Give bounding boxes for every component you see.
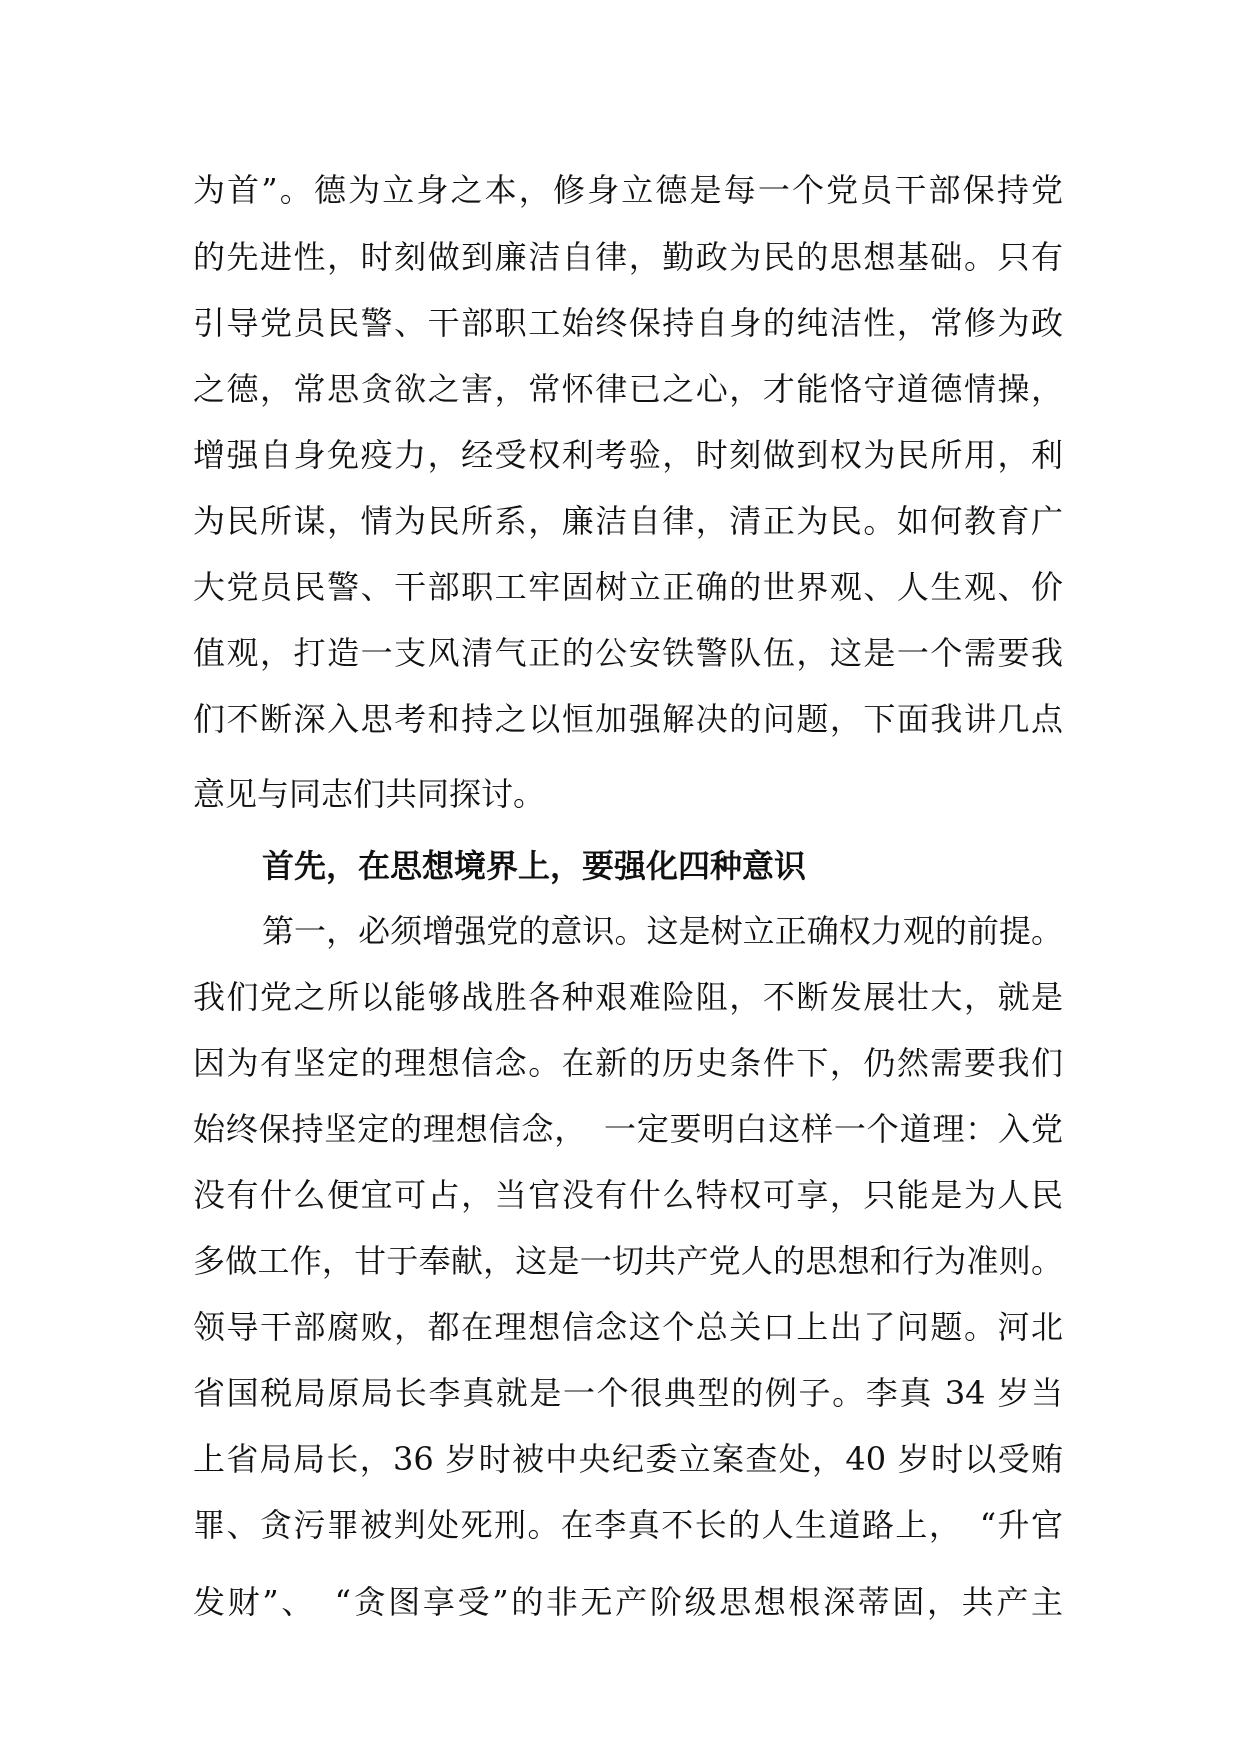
- paragraph-line: 省国税局原局长李真就是一个很典型的例子。李真 34 岁当: [193, 1374, 1063, 1412]
- paragraph-line: 罪、贪污罪被判处死刑。在李真不长的人生道路上， “升官: [193, 1506, 1063, 1544]
- paragraph-line: 没有什么便宜可占，当官没有什么特权可享，只能是为人民: [193, 1176, 1063, 1214]
- section-heading: 首先，在思想境界上，要强化四种意识: [262, 847, 807, 885]
- paragraph-line: 们不断深入思考和持之以恒加强解决的问题，下面我讲几点: [193, 700, 1063, 738]
- paragraph-line: 始终保持坚定的理想信念， 一定要明白这样一个道理：入党: [193, 1110, 1063, 1148]
- paragraph-line: 多做工作，甘于奉献，这是一切共产党人的思想和行为准则。: [193, 1242, 1063, 1280]
- paragraph-line: 我们党之所以能够战胜各种艰难险阻，不断发展壮大，就是: [193, 978, 1063, 1016]
- paragraph-line: 发财”、 “贪图享受”的非无产阶级思想根深蒂固，共产主: [193, 1583, 1063, 1621]
- paragraph-line: 引导党员民警、干部职工始终保持自身的纯洁性，常修为政: [193, 304, 1063, 342]
- paragraph-line: 增强自身免疫力，经受权利考验，时刻做到权为民所用，利: [193, 436, 1063, 474]
- paragraph-line: 领导干部腐败，都在理想信念这个总关口上出了问题。河北: [193, 1308, 1063, 1346]
- paragraph-line: 之德，常思贪欲之害，常怀律已之心，才能恪守道德情操，: [193, 370, 1063, 408]
- paragraph-line: 因为有坚定的理想信念。在新的历史条件下，仍然需要我们: [193, 1044, 1063, 1082]
- paragraph-line: 值观，打造一支风清气正的公安铁警队伍，这是一个需要我: [193, 634, 1063, 672]
- paragraph-line: 为民所谋，情为民所系，廉洁自律，清正为民。如何教育广: [193, 502, 1063, 540]
- paragraph-line: 上省局局长，36 岁时被中央纪委立案查处，40 岁时以受贿: [193, 1440, 1063, 1478]
- paragraph-line: 意见与同志们共同探讨。: [193, 775, 546, 813]
- paragraph-line: 的先进性，时刻做到廉洁自律，勤政为民的思想基础。只有: [193, 238, 1063, 276]
- paragraph-line: 为首”。德为立身之本，修身立德是每一个党员干部保持党: [193, 171, 1063, 209]
- paragraph-line: 第一，必须增强党的意识。这是树立正确权力观的前提。: [262, 912, 1063, 950]
- paragraph-line: 大党员民警、干部职工牢固树立正确的世界观、人生观、价: [193, 568, 1063, 606]
